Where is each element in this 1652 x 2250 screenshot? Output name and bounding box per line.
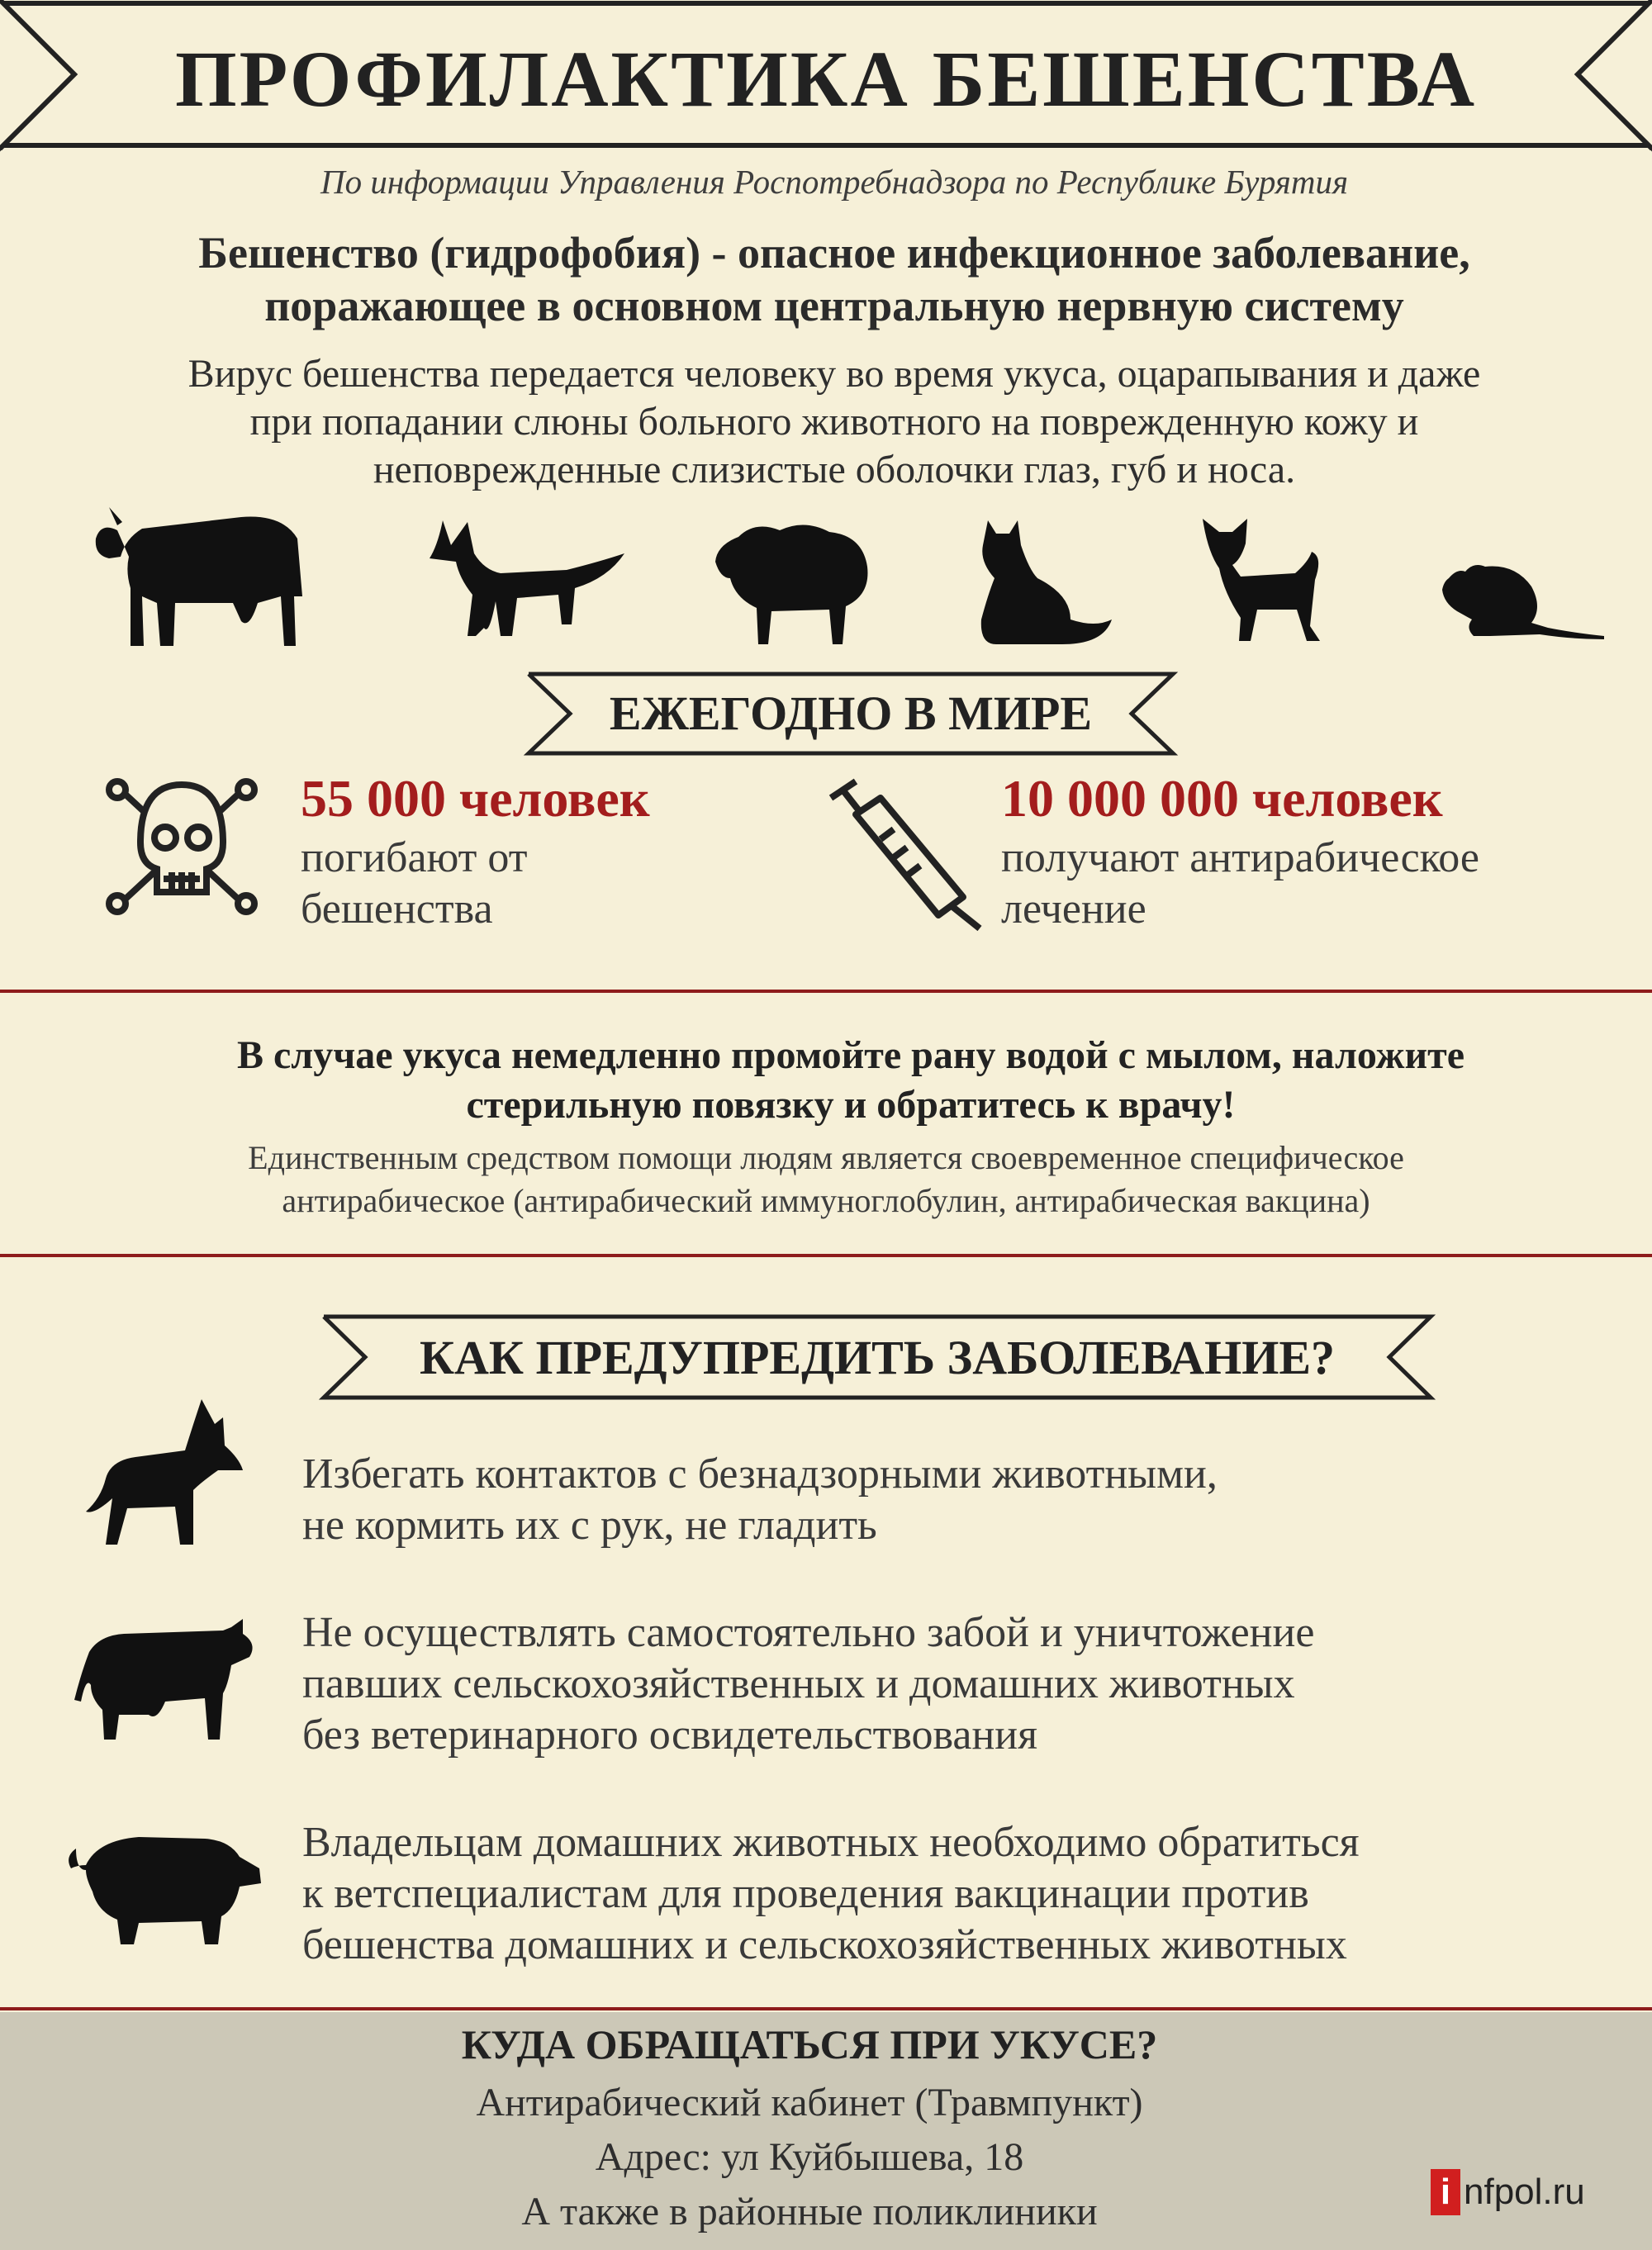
- dog-icon: [78, 1399, 243, 1548]
- prevention-item-1: [302, 1449, 1218, 1551]
- rat-icon: [1441, 562, 1606, 644]
- cat-icon: [971, 520, 1112, 644]
- skull-crossbones-icon: [99, 776, 264, 917]
- cow-icon: [66, 1619, 256, 1743]
- yearly-heading: ЕЖЕГОДНО В МИРЕ: [609, 686, 1093, 740]
- deaths-desc-line: бешенства: [301, 885, 493, 933]
- divider: [0, 990, 1652, 993]
- only-remedy: [33, 1137, 1619, 1222]
- definition-line: поражающее в основном центральную нервную систему: [264, 281, 1404, 330]
- divider: [0, 2007, 1652, 2010]
- deaths-desc-line: погибают от: [301, 834, 528, 881]
- divider: [0, 1254, 1652, 1257]
- prevention-line: Избегать контактов с безнадзорными животными,: [302, 1450, 1218, 1498]
- dog-icon: [1199, 519, 1332, 643]
- treated-number: 10 000 000 человек: [1001, 769, 1443, 828]
- prevention-item-2: [302, 1607, 1314, 1761]
- prevention-line: к ветспециалистам для проведения вакцинации против: [302, 1870, 1309, 1917]
- prevention-line: не кормить их с рук, не гладить: [302, 1502, 877, 1549]
- footer-line: А также в районные поликлиники: [521, 2190, 1098, 2233]
- definition-line: Бешенство (гидрофобия) - опасное инфекционное заболевание,: [198, 228, 1470, 278]
- prevention-heading: КАК ПРЕДУПРЕДИТЬ ЗАБОЛЕВАНИЕ?: [419, 1331, 1336, 1384]
- prevention-line: Не осуществлять самостоятельно забой и уничтожение: [302, 1609, 1315, 1656]
- pig-icon: [64, 1832, 263, 1948]
- transmission-line: Вирус бешенства передается человеку во время укуса, оцарапывания и даже: [188, 352, 1481, 396]
- definition: [33, 226, 1635, 332]
- fox-icon: [426, 512, 624, 644]
- treated-desc: [1001, 833, 1479, 935]
- deaths-number: 55 000 человек: [301, 769, 650, 828]
- source-note: По информации Управления Роспотребнадзора по Республике Бурятия: [320, 163, 1349, 201]
- bite-line: стерильную повязку и обратитесь к врачу!: [466, 1083, 1236, 1127]
- footer-title: КУДА ОБРАЩАТЬСЯ ПРИ УКУСЕ?: [461, 2021, 1158, 2067]
- prevention-line: бешенства домашних и сельскохозяйственных животных: [302, 1921, 1347, 1968]
- transmission-text: [33, 350, 1635, 494]
- only-remedy-line: антирабическое (антирабический иммуноглобулин, антирабическая вакцина): [282, 1182, 1370, 1219]
- transmission-line: при попадании слюны больного животного на поврежденную кожу и: [249, 400, 1419, 444]
- infpol-logo[interactable]: [1431, 2169, 1585, 2215]
- cow-icon: [93, 506, 307, 646]
- bite-instructions: [33, 1031, 1652, 1130]
- prevention-line: Владельцам домашних животных необходимо обратиться: [302, 1819, 1360, 1866]
- only-remedy-line: Единственным средством помощи людям является своевременное специфическое: [248, 1139, 1404, 1176]
- footer: [0, 2012, 1652, 2250]
- prevention-line: без ветеринарного освидетельствования: [302, 1711, 1038, 1759]
- footer-line: Антирабический кабинет (Травмпункт): [476, 2081, 1143, 2124]
- page-title: ПРОФИЛАКТИКА БЕШЕНСТВА: [174, 35, 1478, 123]
- prevention-line: павших сельскохозяйственных и домашних животных: [302, 1660, 1295, 1707]
- sheep-icon: [714, 520, 871, 644]
- syringe-icon: [823, 781, 988, 930]
- logo-text: nfpol.ru: [1464, 2172, 1585, 2212]
- treated-desc-line: лечение: [1001, 885, 1146, 933]
- footer-address: Адрес: ул Куйбышева, 18: [595, 2135, 1024, 2179]
- treated-desc-line: получают антирабическое: [1001, 834, 1479, 881]
- bite-line: В случае укуса немедленно промойте рану водой с мылом, наложите: [236, 1033, 1465, 1077]
- logo-letter: i: [1431, 2169, 1460, 2215]
- transmission-line: неповрежденные слизистые оболочки глаз, губ и носа.: [373, 448, 1296, 491]
- prevention-item-3: [302, 1817, 1360, 1971]
- deaths-desc: [301, 833, 527, 935]
